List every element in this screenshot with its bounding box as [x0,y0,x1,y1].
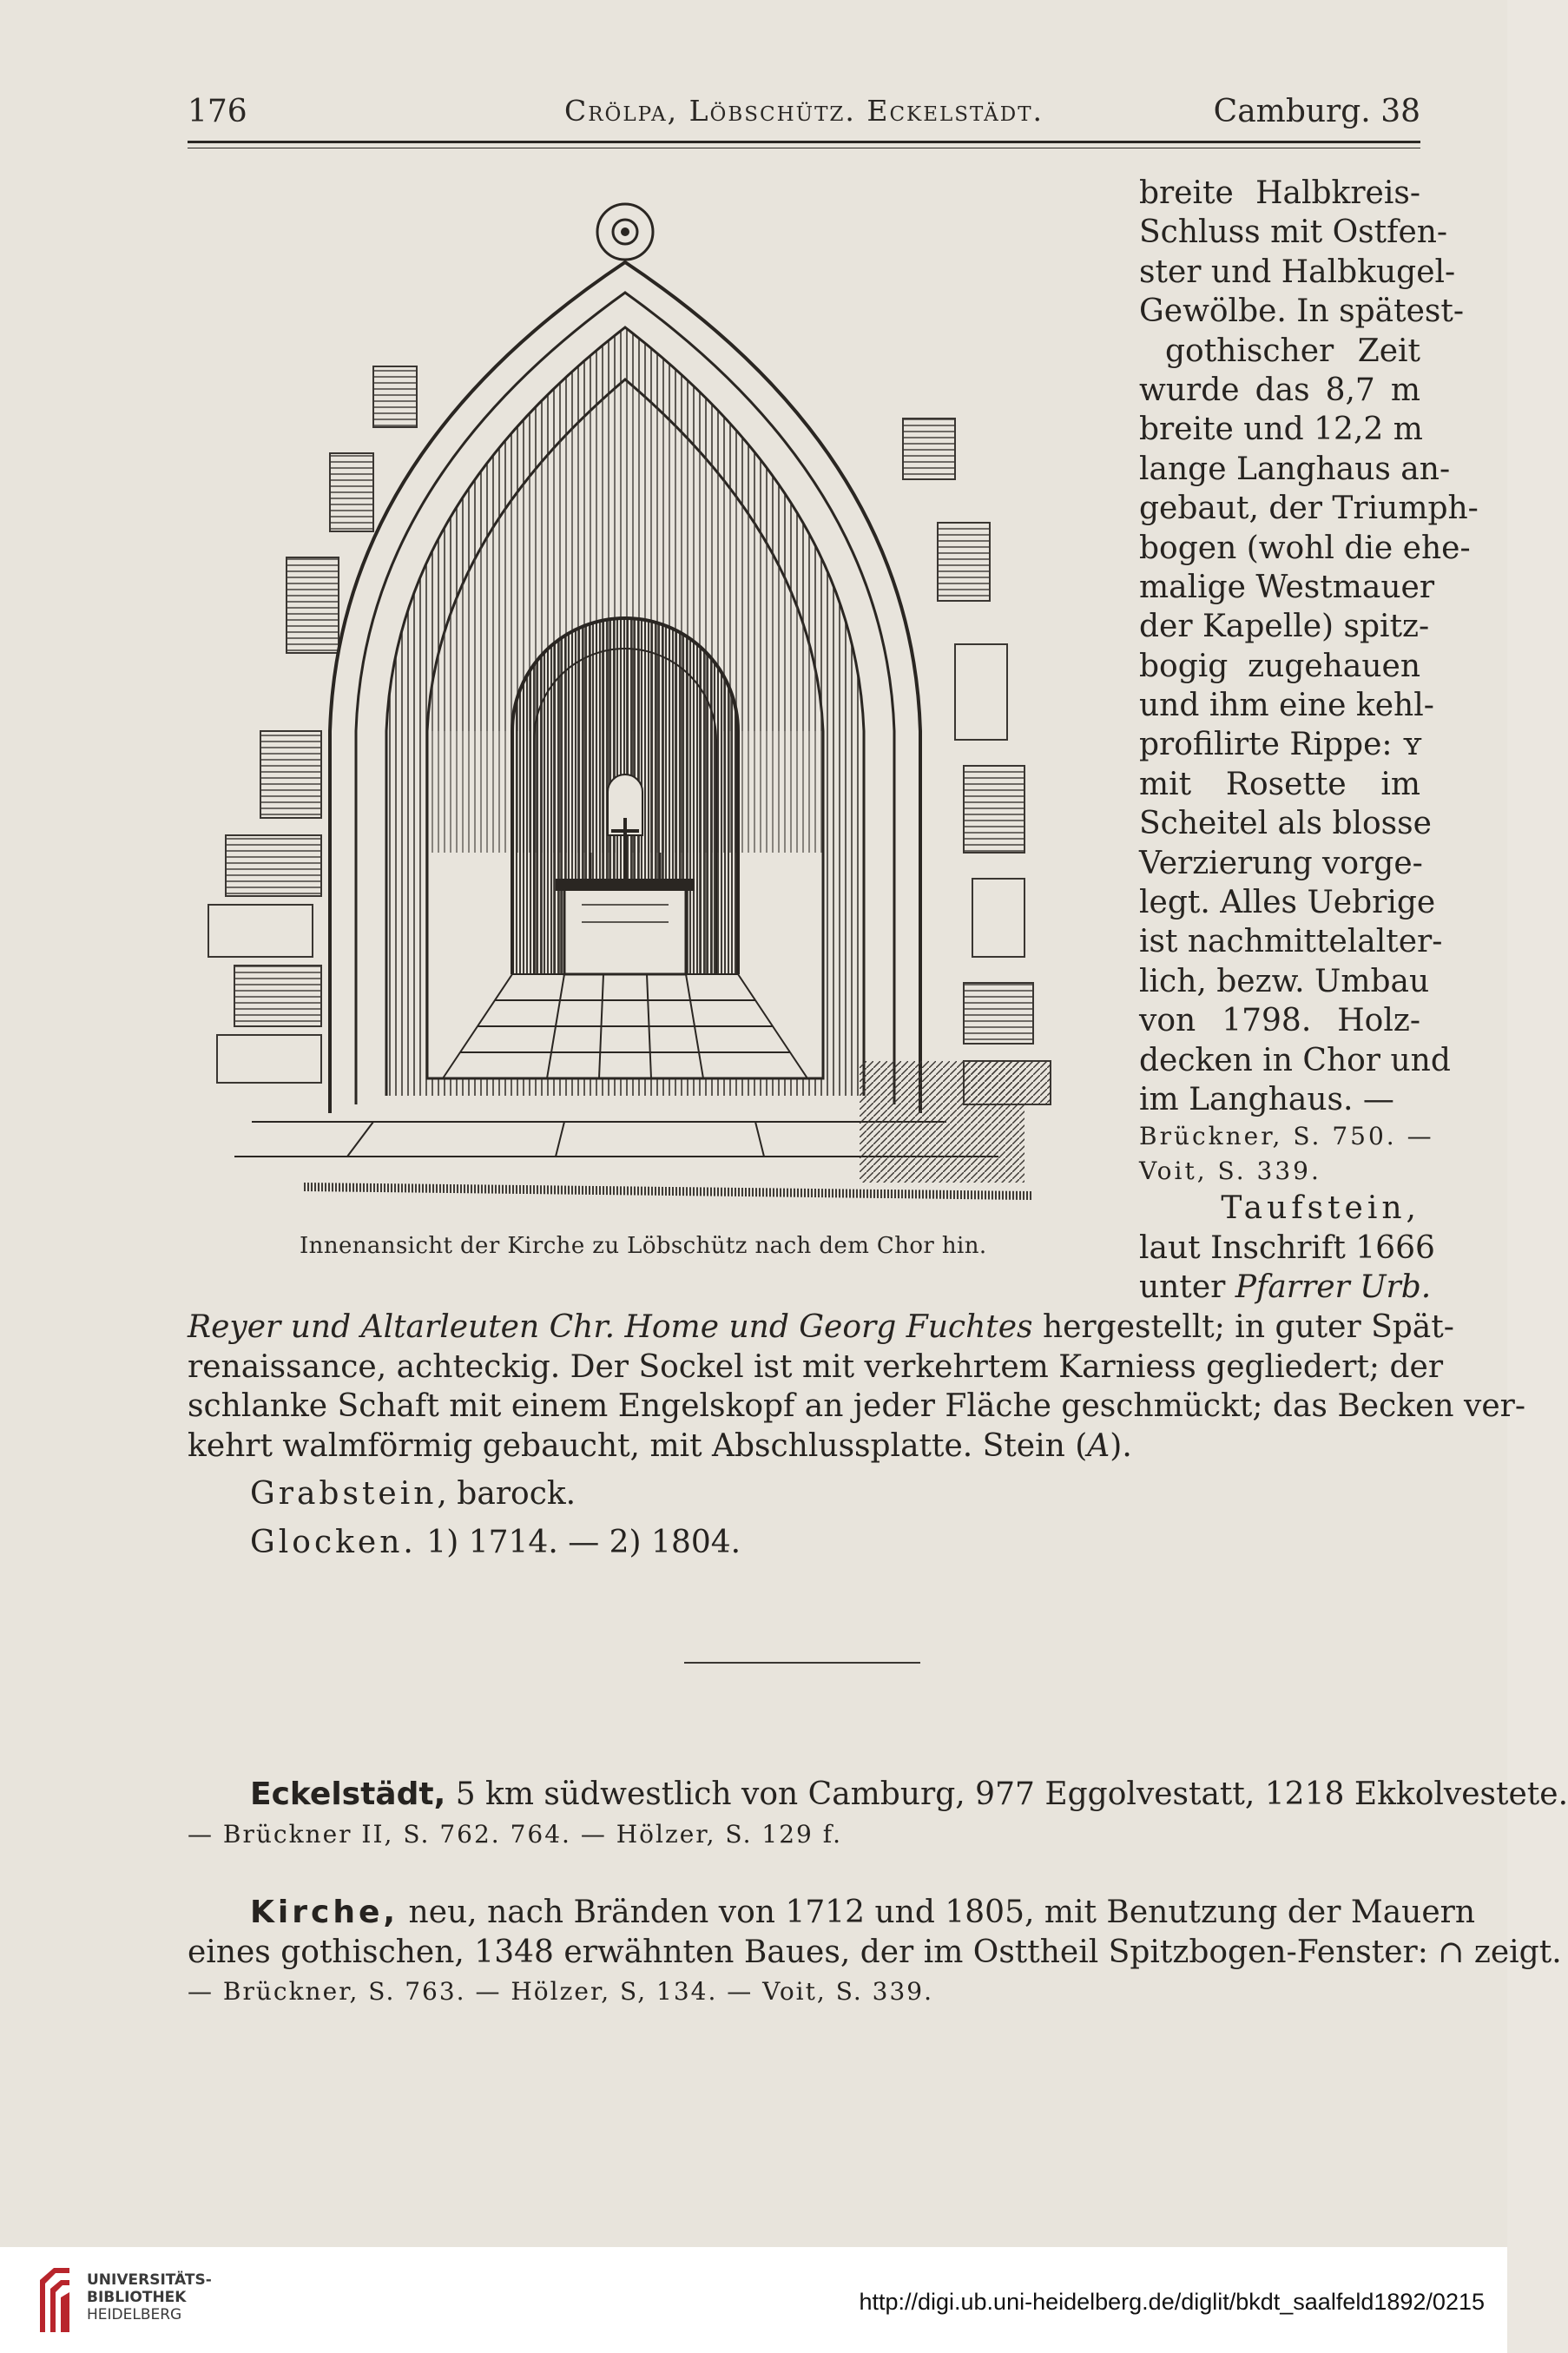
footer-bar [0,2247,1507,2353]
column-line: decken in Chor und [1139,1042,1451,1078]
column-line: im Langhaus. — [1139,1081,1394,1117]
column-line: gothischer Zeit [1165,333,1420,369]
text-run: , barock. [437,1476,576,1512]
paragraph-line: renaissance, achteckig. Der Sockel ist mit verkehrtem Karniess gegliedert; der [188,1348,1444,1385]
column-line: ster und Halbkugel- [1139,254,1456,290]
text-run: unter [1139,1269,1235,1306]
arch-symbol: ∩ [1438,1934,1465,1970]
column-reference: Voit, S. 339. [1139,1157,1321,1186]
glocken-label: Glocken. [250,1524,417,1560]
text-run: zeigt. [1464,1934,1562,1970]
column-line: Schluss mit Ostfen- [1139,214,1448,251]
side-column [1139,174,1479,1308]
page-number: 176 [188,94,247,129]
header-title: Crölpa, Löbschütz. Eckelstädt. [563,94,1044,128]
taufstein-paragraph [188,1308,1526,1562]
column-line: bogig zugehauen [1139,648,1420,684]
text-run: eines gothischen, 1348 erwähnten Baues, der im Osttheil Spitzbogen-Fenster: [188,1934,1439,1970]
column-line: legt. Alles Uebrige [1139,885,1436,921]
library-logo-text [87,2271,212,2323]
column-line: ist nachmittelalter- [1139,924,1443,960]
paragraph-line: schlanke Schaft mit einem Engelskopf an jeder Fläche geschmückt; das Becken ver- [188,1388,1526,1424]
column-line: gebaut, der Triumph- [1139,491,1479,527]
kirche-heading: Kirche, [250,1895,399,1930]
italic-letter: A [1087,1427,1110,1464]
italic-name: Pfarrer Urb. [1235,1269,1432,1306]
header-rule-thick [188,141,1420,143]
kirche-section [188,1893,1562,2012]
taufstein-heading: Taufstein, [1221,1190,1420,1227]
logo-line: HEIDELBERG [87,2306,182,2323]
text-run: kehrt walmförmig gebaucht, mit Abschlussplatte. Stein ( [188,1427,1088,1464]
kirche-references: — Brückner, S. 763. — Hölzer, S, 134. — Voit, S. 339. [188,1977,934,2006]
paragraph-line [188,1308,1454,1348]
eckelstaedt-heading: Eckelstädt, [250,1776,446,1812]
header-right: Camburg. 38 [1213,94,1420,129]
logo-line: BIBLIOTHEK [87,2289,187,2306]
paragraph-line [188,1427,1420,1467]
column-line: mit Rosette im [1139,766,1420,802]
column-line: Verzierung vorge- [1139,845,1423,881]
text-run: neu, nach Bränden von 1712 und 1805, mit Benutzung der Mauern [399,1895,1476,1930]
column-line: wurde das 8,7 m [1139,372,1420,408]
column-line: Gewölbe. In spätest- [1139,293,1465,330]
text-run: 1) 1714. — 2) 1804. [416,1524,741,1560]
section-separator [684,1662,920,1664]
column-line: laut Inschrift 1666 [1139,1229,1435,1266]
column-line: bogen (wohl die ehe- [1139,530,1471,566]
figure-caption: Innenansicht der Kirche zu Löbschütz nach dem Chor hin. [300,1233,987,1259]
eckelstaedt-section [188,1775,1568,1854]
glocken-line [188,1523,1420,1563]
column-line: breite Halbkreis- [1139,175,1420,211]
eckelstaedt-references: — Brückner II, S. 762. 764. — Hölzer, S. 129 f. [188,1819,842,1849]
column-line: lich, bezw. Umbau [1139,963,1430,999]
source-url[interactable]: http://digi.ub.uni-heidelberg.de/diglit/bkdt_saalfeld1892/0215 [859,2289,1485,2315]
column-reference: Brückner, S. 750. — [1139,1122,1434,1151]
column-line [1139,1268,1432,1307]
column-line: Scheitel als blosse [1139,806,1432,842]
column-line: und ihm eine kehl- [1139,688,1434,724]
running-header [188,94,1420,135]
eckelstaedt-line [188,1775,1568,1815]
text-run: hergestellt; in guter Spät- [1032,1309,1454,1345]
column-line: malige Westmauer [1139,569,1435,605]
italic-names: Reyer und Altarleuten Chr. Home und Georg Fuchtes [188,1309,1033,1345]
text-run: 5 km südwestlich von Camburg, 977 Eggolvestatt, 1218 Ekkolvestete. [445,1776,1568,1812]
column-line: lange Langhaus an- [1139,451,1451,487]
kirche-line [188,1933,1562,1973]
logo-line: UNIVERSITÄTS- [87,2271,212,2289]
column-line: breite und 12,2 m [1139,412,1423,448]
column-line: der Kapelle) spitz- [1139,609,1430,645]
kirche-line [188,1893,1476,1933]
text-run: ). [1110,1427,1132,1464]
library-logo-icon [35,2263,75,2337]
column-line: von 1798. Holz- [1139,1003,1420,1039]
church-interior-engraving [200,193,1085,1209]
grabstein-line [188,1474,1420,1514]
column-line: profilirte Rippe: ʏ [1139,727,1423,763]
grabstein-label: Grabstein [250,1476,438,1512]
